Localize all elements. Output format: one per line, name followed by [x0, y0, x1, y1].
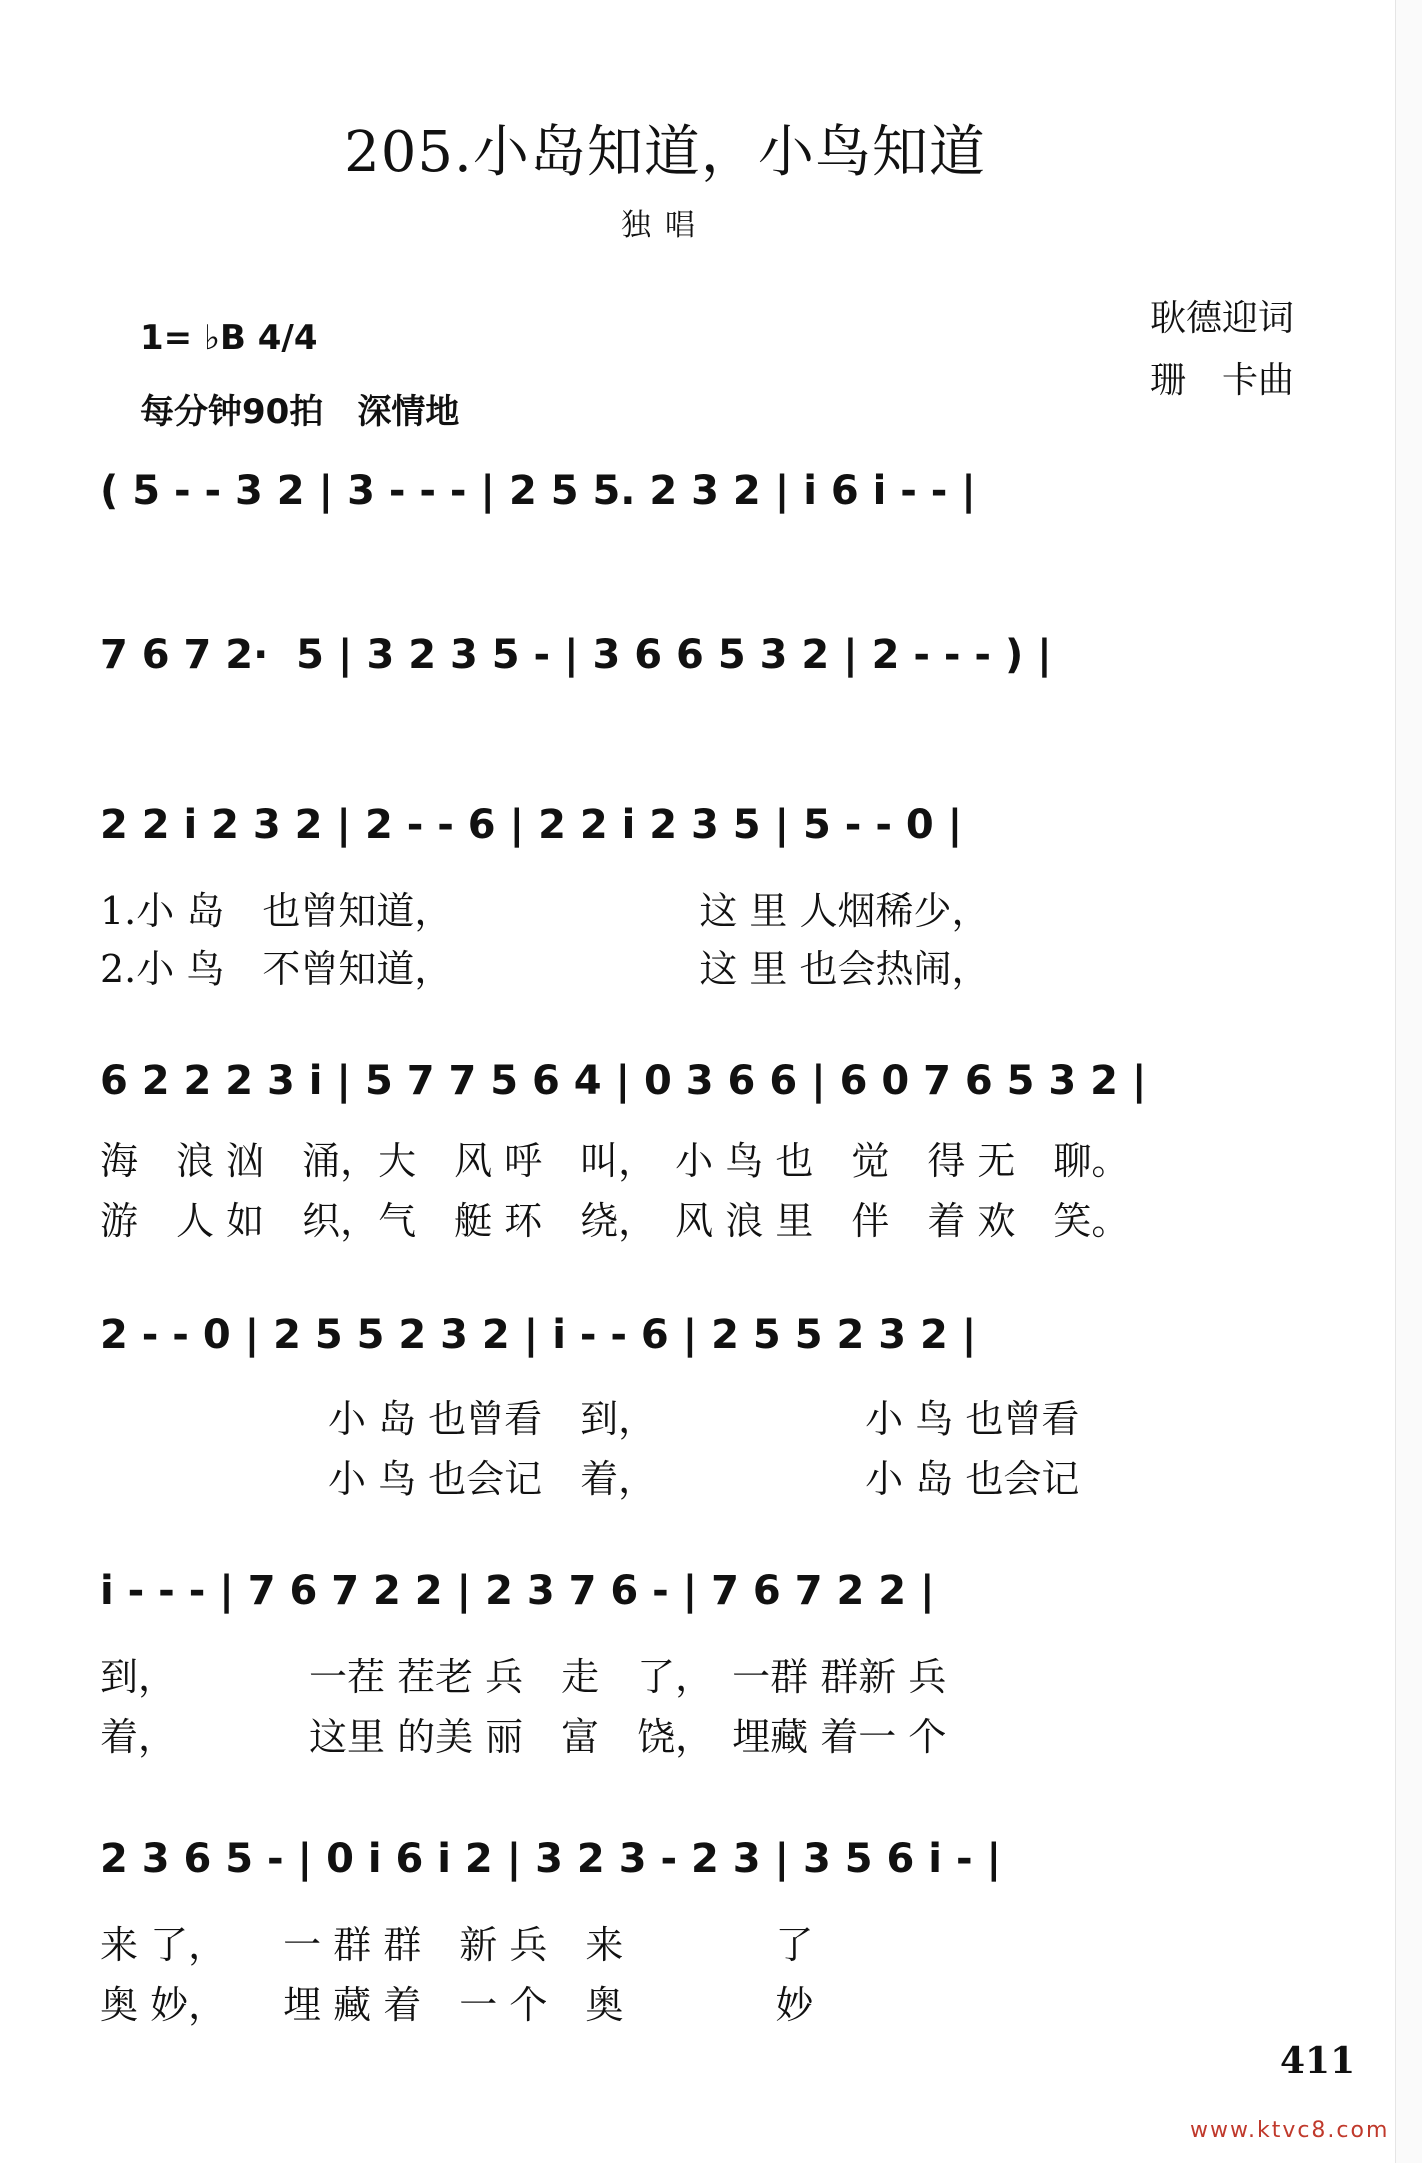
- lyric-row-4-verse-1: 海 浪 汹 涌，大 风 呼 叫， 小 鸟 也 觉 得 无 聊。: [100, 1139, 1130, 1183]
- lyric-row-7-verse-1: 来 了， 一 群 群 新 兵 来 了: [100, 1923, 814, 1967]
- lyric-row-5-verse-1: 小 岛 也曾看 到， 小 鸟 也曾看: [100, 1397, 1080, 1441]
- lyric-row-4-verse-2: 游 人 如 织，气 艇 环 绕， 风 浪 里 伴 着 欢 笑。: [100, 1199, 1130, 1243]
- lyric-row-7-verse-2: 奥 妙， 埋 藏 着 一 个 奥 妙: [100, 1983, 814, 2027]
- notation-row-4: 6 2 2 2 3 i | 5 7 7 5 6 4 | 0 3 6 6 | 6 0 7 6 5 3 2 |: [100, 1058, 1147, 1104]
- song-title: 205.小岛知道，小鸟知道: [344, 120, 986, 185]
- notation-row-5: 2 - - 0 | 2 5 5 2 3 2 | i - - 6 | 2 5 5 2 3 2 |: [100, 1312, 977, 1358]
- composer: 珊 卡曲: [1150, 360, 1295, 401]
- song-subtitle: 独唱: [621, 208, 709, 243]
- website-watermark: www.ktvc8.com: [1190, 2118, 1390, 2143]
- lyric-row-3-verse-2: 2.小 鸟 不曾知道， 这 里 也会热闹，: [100, 947, 990, 991]
- lyric-row-6-verse-1: 到， 一茬 茬老 兵 走 了， 一群 群新 兵: [100, 1655, 947, 1699]
- tempo-marking: 每分钟90拍 深情地: [140, 392, 460, 432]
- lyric-row-3-verse-1: 1.小 岛 也曾知道， 这 里 人烟稀少，: [100, 889, 990, 933]
- notation-row-6: i - - - | 7 6 7 2 2 | 2 3 7 6 - | 7 6 7 2 2 |: [100, 1568, 935, 1614]
- lyric-row-6-verse-2: 着， 这里 的美 丽 富 饶， 埋藏 着一 个: [100, 1715, 947, 1759]
- page-number: 411: [1280, 2040, 1356, 2082]
- lyricist: 耿德迎词: [1150, 298, 1295, 339]
- notation-row-2: 7 6 7 2· 5 | 3 2 3 5 - | 3 6 6 5 3 2 | 2 - - - ) |: [100, 632, 1052, 678]
- notation-row-7: 2 3 6 5 - | 0 i 6 i 2 | 3 2 3 - 2 3 | 3 5 6 i - |: [100, 1836, 1002, 1882]
- lyric-row-5-verse-2: 小 鸟 也会记 着， 小 岛 也会记: [100, 1457, 1080, 1501]
- notation-row-3: 2 2 i 2 3 2 | 2 - - 6 | 2 2 i 2 3 5 | 5 - - 0 |: [100, 802, 963, 848]
- key-signature: 1= ♭B 4/4: [140, 318, 318, 358]
- side-strip: [1395, 0, 1422, 2163]
- notation-row-1: ( 5 - - 3 2 | 3 - - - | 2 5 5. 2 3 2 | i 6 i - - |: [100, 468, 976, 514]
